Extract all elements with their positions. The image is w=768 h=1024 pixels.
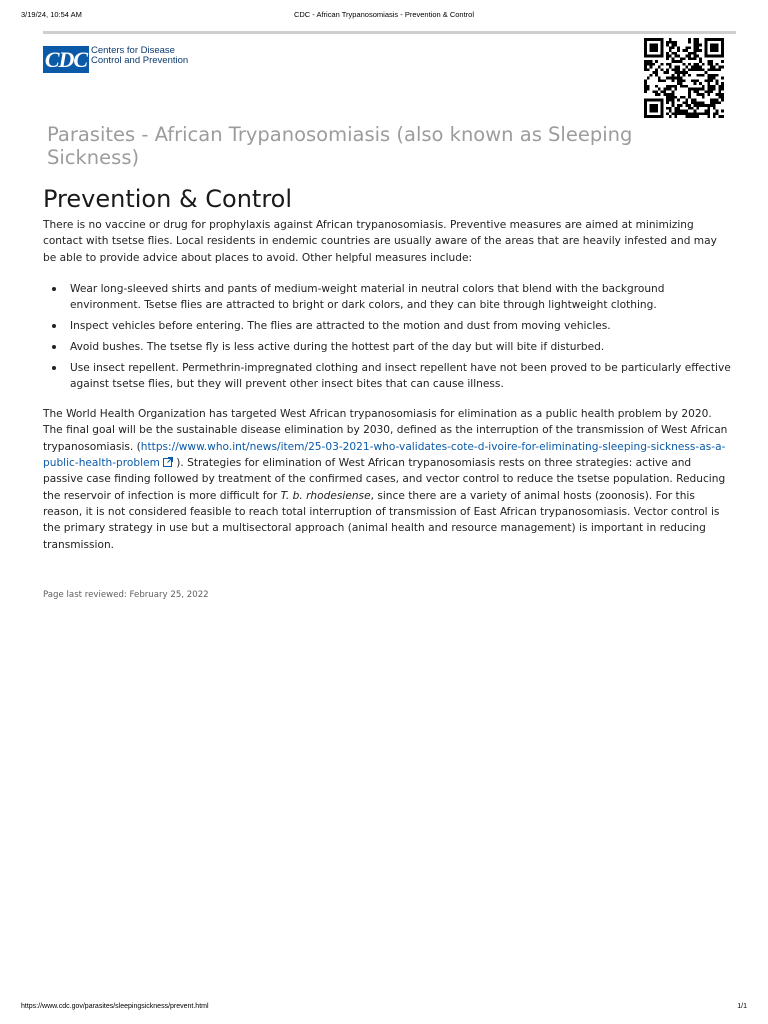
top-divider xyxy=(43,31,736,34)
intro-paragraph: There is no vaccine or drug for prophylaxis against African trypanosomiasis. Preventive measures are aimed at minimizing contact with tsetse flies. Local residents in endemic countries are usually aware of the areas that are heavily infested and may be able to provide advice about places to avoid. Other helpful measures include: xyxy=(43,219,717,264)
print-datetime: 3/19/24, 10:54 AM xyxy=(21,10,82,19)
main-content xyxy=(43,217,733,553)
who-text-b: ). Strategies for elimination of West African trypanosomiasis rests on three strategies: active and passive case finding followed by treatment of the confirmed cases, and vector control to reduce the tsetse population. Reducing the reservoir of infection is more difficult for xyxy=(43,457,726,502)
who-news-link[interactable]: https://www.who.int/news/item/25-03-2021-who-validates-cote-d-ivoire-for-eliminating-sleeping-sickness-as-a-public-health-problem xyxy=(43,440,726,470)
who-paragraph xyxy=(43,406,733,553)
print-url: https://www.cdc.gov/parasites/sleepingsickness/prevent.html xyxy=(21,1003,209,1010)
measure-item: Inspect vehicles before entering. The flies are attracted to the motion and dust from moving vehicles. xyxy=(70,318,733,334)
last-reviewed: Page last reviewed: February 25, 2022 xyxy=(43,590,209,600)
who-text-c: , since there are a variety of animal hosts (zoonosis). For this reason, it is not considered feasible to reach total interruption of transmission of East African trypanosomiasis. Vector control is the primary strategy in use but a multisectoral approach (animal health and resource management) is important in reducing transmission. xyxy=(43,489,720,551)
measure-item: Use insect repellent. Permethrin-impregnated clothing and insect repellent have not been proved to be particularly effective against tsetse flies, but they will prevent other insect bites that can cause illness. xyxy=(70,360,733,393)
who-text-a: The World Health Organization has targeted West African trypanosomiasis for elimination as a public health problem by 2020. The final goal will be the sustainable disease elimination by 2030, defined as the interruption of the transmission of West African trypanosomiasis. ( xyxy=(43,408,728,453)
species-name: T. b. rhodesiense xyxy=(280,489,371,502)
print-page-number: 1/1 xyxy=(737,1003,747,1010)
page-title: Prevention & Control xyxy=(43,185,293,213)
cdc-logo-mark: CDC xyxy=(44,47,88,72)
external-link-icon[interactable] xyxy=(163,457,173,467)
measure-item: Avoid bushes. The tsetse fly is less active during the hottest part of the day but will bite if disturbed. xyxy=(70,339,733,355)
cdc-logo-name xyxy=(91,46,211,66)
measure-item: Wear long-sleeved shirts and pants of medium-weight material in neutral colors that blend with the background environment. Tsetse flies are attracted to bright or dark colors, and they can bite through lightweight clothing. xyxy=(70,281,733,314)
qr-code-icon xyxy=(642,38,726,118)
cdc-logo-line1: Centers for Disease xyxy=(91,45,175,56)
section-title: Parasites - African Trypanosomiasis (also known as Sleeping Sickness) xyxy=(47,123,633,169)
print-doc-title: CDC - African Trypanosomiasis - Prevention & Control xyxy=(293,10,475,19)
measures-list xyxy=(43,281,733,392)
cdc-logo-line2: Control and Prevention xyxy=(91,55,189,66)
